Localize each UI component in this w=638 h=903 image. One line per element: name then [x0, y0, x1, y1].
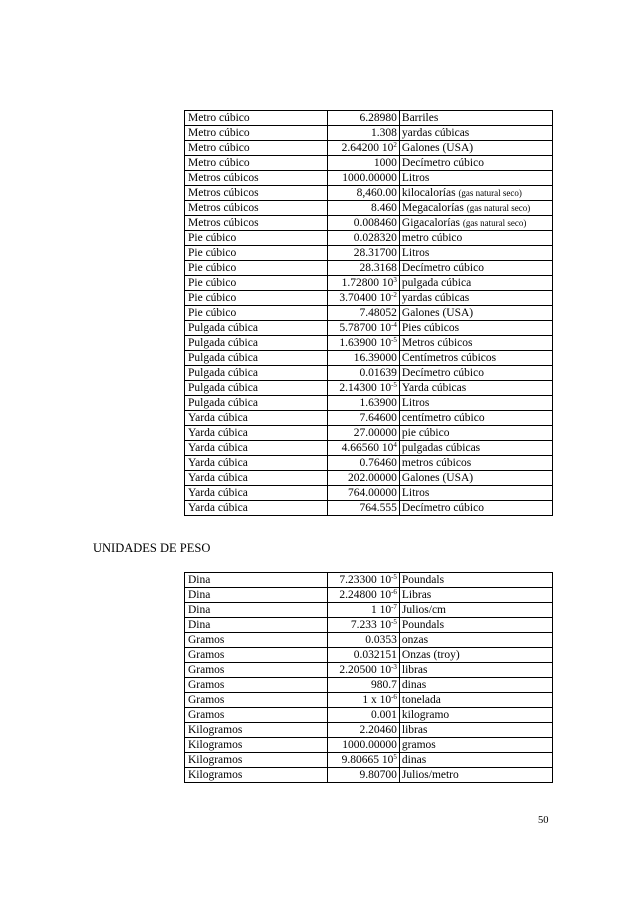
table-row — [185, 336, 553, 351]
table-row — [185, 486, 553, 501]
factor-value: 0.0353 — [365, 633, 397, 646]
table-row — [185, 141, 553, 156]
to-unit-label: Galones (USA) — [401, 141, 474, 154]
to-unit-cell — [399, 336, 552, 351]
to-unit-cell — [399, 156, 552, 171]
to-unit-label: Centímetros cúbicos — [401, 351, 497, 364]
factor-value: 2.14300 10 — [339, 381, 392, 394]
to-unit-cell — [399, 768, 552, 783]
factor-value: 28.31700 — [353, 246, 397, 259]
to-unit-note: (gas natural seco) — [458, 187, 522, 198]
factor-cell — [327, 351, 399, 366]
factor-exponent: -4 — [391, 320, 397, 329]
factor-value: 7.233 10 — [350, 618, 392, 631]
table-row — [185, 753, 553, 768]
table-row — [185, 708, 553, 723]
page-number: 50 — [538, 815, 549, 826]
to-unit-cell — [399, 186, 552, 201]
from-unit-cell: Yarda cúbica — [185, 426, 328, 441]
to-unit-cell — [399, 603, 552, 618]
from-unit-cell: Kilogramos — [185, 723, 328, 738]
to-unit-label: Poundals — [401, 618, 445, 631]
factor-value: 1.72800 10 — [341, 276, 394, 289]
to-unit-label: dinas — [401, 753, 427, 766]
to-unit-cell — [399, 456, 552, 471]
to-unit-label: Barriles — [401, 111, 439, 124]
factor-value: 4.66560 10 — [341, 441, 394, 454]
factor-value: 1 10 — [370, 603, 392, 616]
table-row — [185, 396, 553, 411]
to-unit-cell — [399, 501, 552, 516]
from-unit-cell: Gramos — [185, 693, 328, 708]
to-unit-cell — [399, 471, 552, 486]
to-unit-cell — [399, 573, 552, 588]
from-unit-cell: Yarda cúbica — [185, 411, 328, 426]
table-row — [185, 276, 553, 291]
factor-cell — [327, 111, 399, 126]
to-unit-label: Onzas (troy) — [401, 648, 460, 661]
from-unit-cell: Kilogramos — [185, 738, 328, 753]
factor-value: 0.76460 — [359, 456, 397, 469]
table-row — [185, 603, 553, 618]
table-row — [185, 231, 553, 246]
factor-cell — [327, 678, 399, 693]
to-unit-cell — [399, 426, 552, 441]
to-unit-cell — [399, 306, 552, 321]
from-unit-cell: Pie cúbico — [185, 231, 328, 246]
factor-exponent: 3 — [393, 275, 397, 284]
to-unit-label: yardas cúbicas — [401, 291, 470, 304]
from-unit-cell: Pulgada cúbica — [185, 336, 328, 351]
factor-value: 9.80665 10 — [341, 753, 394, 766]
factor-value: 1 x 10 — [362, 693, 392, 706]
factor-exponent: -5 — [391, 335, 397, 344]
table-row — [185, 216, 553, 231]
factor-value: 1000 — [373, 156, 397, 169]
from-unit-cell: Dina — [185, 573, 328, 588]
factor-exponent: -5 — [391, 380, 397, 389]
factor-cell — [327, 396, 399, 411]
factor-cell — [327, 411, 399, 426]
to-unit-label: Julios/metro — [401, 768, 459, 781]
from-unit-cell: Yarda cúbica — [185, 441, 328, 456]
to-unit-cell — [399, 216, 552, 231]
to-unit-cell — [399, 588, 552, 603]
factor-cell — [327, 648, 399, 663]
factor-cell — [327, 663, 399, 678]
factor-cell — [327, 486, 399, 501]
to-unit-cell — [399, 486, 552, 501]
to-unit-cell — [399, 381, 552, 396]
to-unit-label: Pies cúbicos — [401, 321, 460, 334]
factor-value: 2.20500 10 — [339, 663, 392, 676]
from-unit-cell: Metros cúbicos — [185, 201, 328, 216]
table-row — [185, 156, 553, 171]
to-unit-label: kilocalorías — [401, 186, 456, 199]
table-row — [185, 678, 553, 693]
table-row — [185, 501, 553, 516]
factor-cell — [327, 618, 399, 633]
to-unit-label: Metros cúbicos — [401, 336, 473, 349]
factor-cell — [327, 426, 399, 441]
factor-value: 764.00000 — [348, 486, 397, 499]
factor-cell — [327, 216, 399, 231]
factor-value: 7.23300 10 — [339, 573, 392, 586]
to-unit-cell — [399, 231, 552, 246]
from-unit-cell: Metro cúbico — [185, 141, 328, 156]
to-unit-label: yardas cúbicas — [401, 126, 470, 139]
to-unit-label: kilogramo — [401, 708, 450, 721]
factor-cell — [327, 126, 399, 141]
to-unit-label: Decímetro cúbico — [401, 261, 484, 274]
to-unit-label: Galones (USA) — [401, 471, 474, 484]
to-unit-cell — [399, 291, 552, 306]
to-unit-label: onzas — [401, 633, 429, 646]
table-row — [185, 321, 553, 336]
from-unit-cell: Dina — [185, 588, 328, 603]
factor-value: 16.39000 — [353, 351, 397, 364]
to-unit-label: pulgada cúbica — [401, 276, 472, 289]
factor-value: 980.7 — [371, 678, 397, 691]
table-row — [185, 171, 553, 186]
table-row — [185, 111, 553, 126]
factor-value: 8.460 — [371, 201, 397, 214]
table-row — [185, 648, 553, 663]
factor-exponent: -2 — [391, 290, 397, 299]
from-unit-cell: Metros cúbicos — [185, 186, 328, 201]
factor-exponent: 5 — [393, 752, 397, 761]
factor-cell — [327, 603, 399, 618]
factor-cell — [327, 321, 399, 336]
from-unit-cell: Gramos — [185, 648, 328, 663]
from-unit-cell: Kilogramos — [185, 753, 328, 768]
factor-cell — [327, 768, 399, 783]
from-unit-cell: Pulgada cúbica — [185, 396, 328, 411]
to-unit-label: pulgadas cúbicas — [401, 441, 481, 454]
table-row — [185, 738, 553, 753]
factor-cell — [327, 141, 399, 156]
to-unit-label: Litros — [401, 171, 430, 184]
table-row — [185, 768, 553, 783]
from-unit-cell: Dina — [185, 603, 328, 618]
to-unit-label: Julios/cm — [401, 603, 446, 616]
table-row — [185, 573, 553, 588]
factor-cell — [327, 471, 399, 486]
to-unit-note: (gas natural seco) — [462, 217, 527, 228]
table-row — [185, 201, 553, 216]
to-unit-cell — [399, 246, 552, 261]
from-unit-cell: Pulgada cúbica — [185, 381, 328, 396]
table-row — [185, 588, 553, 603]
to-unit-label: Poundals — [401, 573, 445, 586]
table-row — [185, 291, 553, 306]
to-unit-cell — [399, 633, 552, 648]
factor-cell — [327, 633, 399, 648]
factor-cell — [327, 306, 399, 321]
factor-value: 6.28980 — [359, 111, 397, 124]
factor-cell — [327, 336, 399, 351]
to-unit-label: Megacalorías — [401, 201, 464, 214]
table-row — [185, 441, 553, 456]
to-unit-cell — [399, 678, 552, 693]
table-row — [185, 411, 553, 426]
to-unit-label: Decímetro cúbico — [401, 501, 484, 514]
to-unit-cell — [399, 411, 552, 426]
from-unit-cell: Pulgada cúbica — [185, 366, 328, 381]
factor-exponent: 4 — [393, 440, 397, 449]
factor-cell — [327, 246, 399, 261]
to-unit-cell — [399, 171, 552, 186]
factor-cell — [327, 156, 399, 171]
to-unit-cell — [399, 201, 552, 216]
table-row — [185, 723, 553, 738]
to-unit-cell — [399, 441, 552, 456]
factor-value: 2.64200 10 — [341, 141, 394, 154]
factor-value: 0.01639 — [359, 366, 397, 379]
from-unit-cell: Yarda cúbica — [185, 456, 328, 471]
to-unit-label: dinas — [401, 678, 427, 691]
factor-value: 0.028320 — [353, 231, 397, 244]
factor-value: 7.64600 — [359, 411, 397, 424]
factor-value: 2.24800 10 — [339, 588, 392, 601]
factor-cell — [327, 186, 399, 201]
to-unit-label: libras — [401, 723, 428, 736]
from-unit-cell: Pie cúbico — [185, 246, 328, 261]
factor-value: 8,460.00 — [356, 186, 397, 199]
factor-cell — [327, 693, 399, 708]
volume-conversion-table — [184, 110, 553, 516]
table-row — [185, 381, 553, 396]
factor-cell — [327, 588, 399, 603]
to-unit-cell — [399, 366, 552, 381]
table-row — [185, 246, 553, 261]
from-unit-cell: Yarda cúbica — [185, 501, 328, 516]
factor-value: 1000.00000 — [342, 738, 397, 751]
table-row — [185, 351, 553, 366]
factor-value: 764.555 — [359, 501, 397, 514]
factor-cell — [327, 381, 399, 396]
from-unit-cell: Pulgada cúbica — [185, 321, 328, 336]
table-row — [185, 306, 553, 321]
to-unit-label: Decímetro cúbico — [401, 156, 484, 169]
factor-exponent: -7 — [391, 602, 397, 611]
factor-exponent: -6 — [391, 692, 397, 701]
factor-cell — [327, 738, 399, 753]
factor-cell — [327, 201, 399, 216]
to-unit-cell — [399, 261, 552, 276]
factor-value: 1.63900 — [359, 396, 397, 409]
table-row — [185, 633, 553, 648]
factor-cell — [327, 723, 399, 738]
to-unit-label: Galones (USA) — [401, 306, 474, 319]
table-row — [185, 618, 553, 633]
to-unit-cell — [399, 126, 552, 141]
from-unit-cell: Gramos — [185, 708, 328, 723]
to-unit-cell — [399, 723, 552, 738]
to-unit-label: tonelada — [401, 693, 441, 706]
to-unit-note: (gas natural seco) — [466, 202, 531, 213]
to-unit-cell — [399, 648, 552, 663]
factor-cell — [327, 231, 399, 246]
to-unit-label: centímetro cúbico — [401, 411, 485, 424]
factor-value: 1.63900 10 — [339, 336, 392, 349]
to-unit-label: Libras — [401, 588, 432, 601]
factor-value: 9.80700 — [359, 768, 397, 781]
table-row — [185, 663, 553, 678]
factor-value: 28.3168 — [359, 261, 397, 274]
factor-cell — [327, 708, 399, 723]
to-unit-cell — [399, 753, 552, 768]
to-unit-cell — [399, 618, 552, 633]
to-unit-cell — [399, 351, 552, 366]
from-unit-cell: Metros cúbicos — [185, 216, 328, 231]
factor-value: 202.00000 — [348, 471, 397, 484]
factor-cell — [327, 261, 399, 276]
from-unit-cell: Gramos — [185, 663, 328, 678]
factor-value: 0.032151 — [353, 648, 397, 661]
to-unit-cell — [399, 396, 552, 411]
weight-conversion-table — [184, 572, 553, 783]
factor-exponent: 2 — [393, 140, 397, 149]
factor-value: 27.00000 — [353, 426, 397, 439]
factor-exponent: -5 — [391, 617, 397, 626]
to-unit-label: metros cúbicos — [401, 456, 472, 469]
factor-cell — [327, 753, 399, 768]
table-row — [185, 366, 553, 381]
from-unit-cell: Yarda cúbica — [185, 486, 328, 501]
from-unit-cell: Pie cúbico — [185, 276, 328, 291]
table-row — [185, 126, 553, 141]
factor-exponent: -6 — [391, 587, 397, 596]
from-unit-cell: Metros cúbicos — [185, 171, 328, 186]
to-unit-label: Litros — [401, 486, 430, 499]
table-row — [185, 693, 553, 708]
from-unit-cell: Gramos — [185, 633, 328, 648]
factor-exponent: -3 — [391, 662, 397, 671]
factor-cell — [327, 366, 399, 381]
table-row — [185, 471, 553, 486]
to-unit-label: libras — [401, 663, 428, 676]
factor-cell — [327, 501, 399, 516]
factor-cell — [327, 456, 399, 471]
to-unit-cell — [399, 276, 552, 291]
table-row — [185, 186, 553, 201]
factor-value: 7.48052 — [359, 306, 397, 319]
factor-value: 3.70400 10 — [339, 291, 392, 304]
factor-cell — [327, 573, 399, 588]
to-unit-cell — [399, 111, 552, 126]
factor-exponent: -5 — [391, 572, 397, 581]
factor-cell — [327, 276, 399, 291]
from-unit-cell: Metro cúbico — [185, 156, 328, 171]
to-unit-cell — [399, 708, 552, 723]
to-unit-label: Decímetro cúbico — [401, 366, 484, 379]
to-unit-label: Yarda cúbicas — [401, 381, 467, 394]
table-row — [185, 261, 553, 276]
to-unit-label: pie cúbico — [401, 426, 450, 439]
from-unit-cell: Metro cúbico — [185, 111, 328, 126]
to-unit-label: gramos — [401, 738, 436, 751]
to-unit-cell — [399, 321, 552, 336]
to-unit-label: Litros — [401, 246, 430, 259]
from-unit-cell: Pie cúbico — [185, 291, 328, 306]
from-unit-cell: Pulgada cúbica — [185, 351, 328, 366]
factor-cell — [327, 441, 399, 456]
factor-value: 0.008460 — [353, 216, 397, 229]
weight-units-heading: UNIDADES DE PESO — [93, 541, 211, 555]
to-unit-cell — [399, 663, 552, 678]
factor-cell — [327, 171, 399, 186]
table-row — [185, 426, 553, 441]
from-unit-cell: Gramos — [185, 678, 328, 693]
to-unit-cell — [399, 738, 552, 753]
to-unit-label: Litros — [401, 396, 430, 409]
from-unit-cell: Dina — [185, 618, 328, 633]
to-unit-cell — [399, 693, 552, 708]
factor-value: 0.001 — [371, 708, 397, 721]
from-unit-cell: Pie cúbico — [185, 261, 328, 276]
factor-value: 1000.00000 — [342, 171, 397, 184]
from-unit-cell: Metro cúbico — [185, 126, 328, 141]
factor-value: 2.20460 — [359, 723, 397, 736]
factor-cell — [327, 291, 399, 306]
from-unit-cell: Yarda cúbica — [185, 471, 328, 486]
to-unit-label: metro cúbico — [401, 231, 463, 244]
from-unit-cell: Kilogramos — [185, 768, 328, 783]
to-unit-label: Gigacalorías — [401, 216, 461, 229]
to-unit-cell — [399, 141, 552, 156]
factor-value: 1.308 — [371, 126, 397, 139]
factor-value: 5.78700 10 — [339, 321, 392, 334]
from-unit-cell: Pie cúbico — [185, 306, 328, 321]
table-row — [185, 456, 553, 471]
